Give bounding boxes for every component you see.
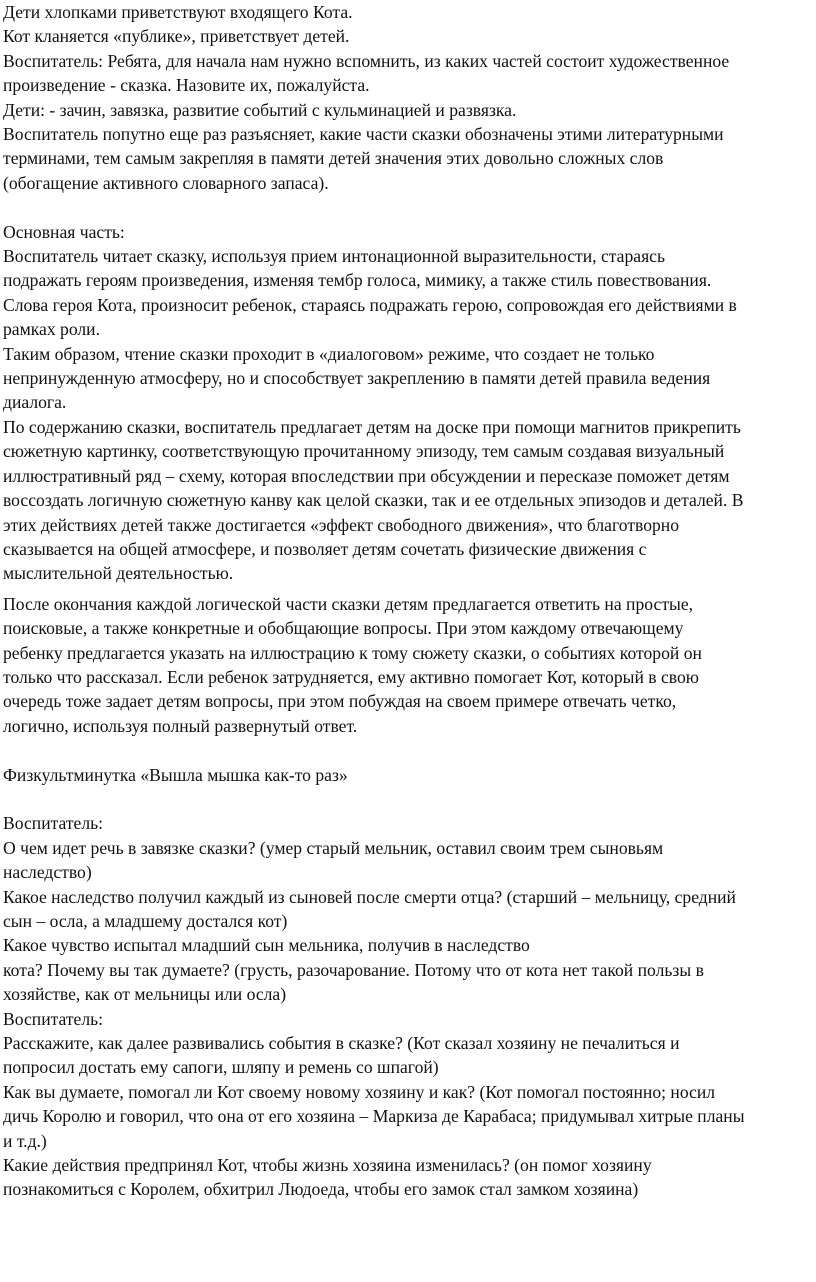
text-line: Воспитатель читает сказку, используя прием интонационной выразительности, стараясь [3,246,666,267]
blank-line [3,787,812,811]
text-line: сказывается на общей атмосфере, и позволяет детям сочетать физические движения с [3,538,647,559]
text-line: этих действиях детей также достигается «эффект свободного движения», что благотворно [3,514,680,535]
text-line: сын – осла, а младшему достался кот) [3,910,288,931]
text-line: Какое наследство получил каждый из сыновей после смерти отца? (старший – мельницу, средний [3,886,736,907]
text-line: мыслительной деятельностью. [3,563,234,584]
text-line: По содержанию сказки, воспитатель предлагает детям на доске при помощи магнитов прикрепить [3,416,741,437]
text-line: Какие действия предпринял Кот, чтобы жизнь хозяина изменилась? (он помог хозяину [3,1155,652,1176]
text-line: попросил достать ему сапоги, шляпу и ремень со шпагой) [3,1057,439,1078]
text-line: Воспитатель попутно еще раз разъясняет, какие части сказки обозначены этими литературными [3,124,724,145]
text-line: непринужденную атмосферу, но и способствует закреплению в памяти детей правила ведения [3,368,711,389]
text-line: Дети: - зачин, завязка, развитие событий с кульминацией и развязка. [3,99,517,120]
text-line: познакомиться с Королем, обхитрил Людоеда, чтобы его замок стал замком хозяина) [3,1179,639,1200]
text-line: воссоздать логичную сюжетную канву как целой сказки, так и ее отдельных эпизодов и деталей. В [3,490,744,511]
text-line: сюжетную картинку, соответствующую прочитанному эпизоду, тем самым создавая визуальный [3,441,725,462]
text-line: Расскажите, как далее развивались события в сказке? (Кот сказал хозяину не печалиться и [3,1033,680,1054]
blank-line [3,738,812,762]
text-line: Дети хлопками приветствуют входящего Кота. [3,2,353,22]
blank-line [3,195,812,219]
text-line: Физкультминутка «Вышла мышка как-то раз» [3,764,348,785]
text-line: Воспитатель: [3,1008,104,1029]
text-line: Основная часть: [3,221,125,242]
text-line: Таким образом, чтение сказки проходит в «диалоговом» режиме, что создает не только [3,343,655,364]
text-line: Воспитатель: [3,813,104,834]
text-line: терминами, тем самым закрепляя в памяти детей значения этих довольно сложных слов [3,148,664,169]
text-line: (обогащение активного словарного запаса). [3,172,329,193]
text-line: Как вы думаете, помогал ли Кот своему новому хозяину и как? (Кот помогал постоянно; носил [3,1081,716,1102]
text-line: кота? Почему вы так думаете? (грусть, разочарование. Потому что от кота нет такой пользы в [3,959,704,980]
text-line: иллюстративный ряд – схему, которая впоследствии при обсуждении и пересказе поможет детям [3,465,730,486]
text-line: логично, используя полный развернутый ответ. [3,715,358,736]
text-line: Воспитатель: Ребята, для начала нам нужно вспомнить, из каких частей состоит художественное [3,50,730,71]
text-line: Слова героя Кота, произносит ребенок, стараясь подражать герою, сопровождая его действиями в [3,294,737,315]
text-line: хозяйстве, как от мельницы или осла) [3,984,287,1005]
text-line: подражать героям произведения, изменяя тембр голоса, мимику, а также стиль повествования. [3,270,712,291]
text-line: поисковые, а также конкретные и обобщающие вопросы. При этом каждому отвечающему [3,618,684,639]
text-line: О чем идет речь в завязке сказки? (умер старый мельник, оставил своим трем сыновьям [3,837,664,858]
text-line: ребенку предлагается указать на иллюстрацию к тому сюжету сказки, о событиях которой он [3,642,702,663]
text-line: произведение - сказка. Назовите их, пожалуйста. [3,75,370,96]
text-line: только что рассказал. Если ребенок затрудняется, ему активно помогает Кот, который в свою [3,666,699,687]
text-line: Кот кланяется «публике», приветствует детей. [3,26,350,47]
text-line: наследство) [3,862,92,883]
text-line: рамках роли. [3,319,100,340]
text-line: и т.д.) [3,1130,47,1151]
text-line: очередь тоже задает детям вопросы, при этом побуждая на своем примере отвечать четко, [3,691,677,712]
text-line: После окончания каждой логической части сказки детям предлагается ответить на простые, [3,593,694,614]
text-line: дичь Королю и говорил, что она от его хозяина – Маркиза де Карабаса; придумывал хитрые планы [3,1106,745,1127]
text-line: Какое чувство испытал младший сын мельника, получив в наследство [3,935,530,956]
text-line: диалога. [3,392,67,413]
